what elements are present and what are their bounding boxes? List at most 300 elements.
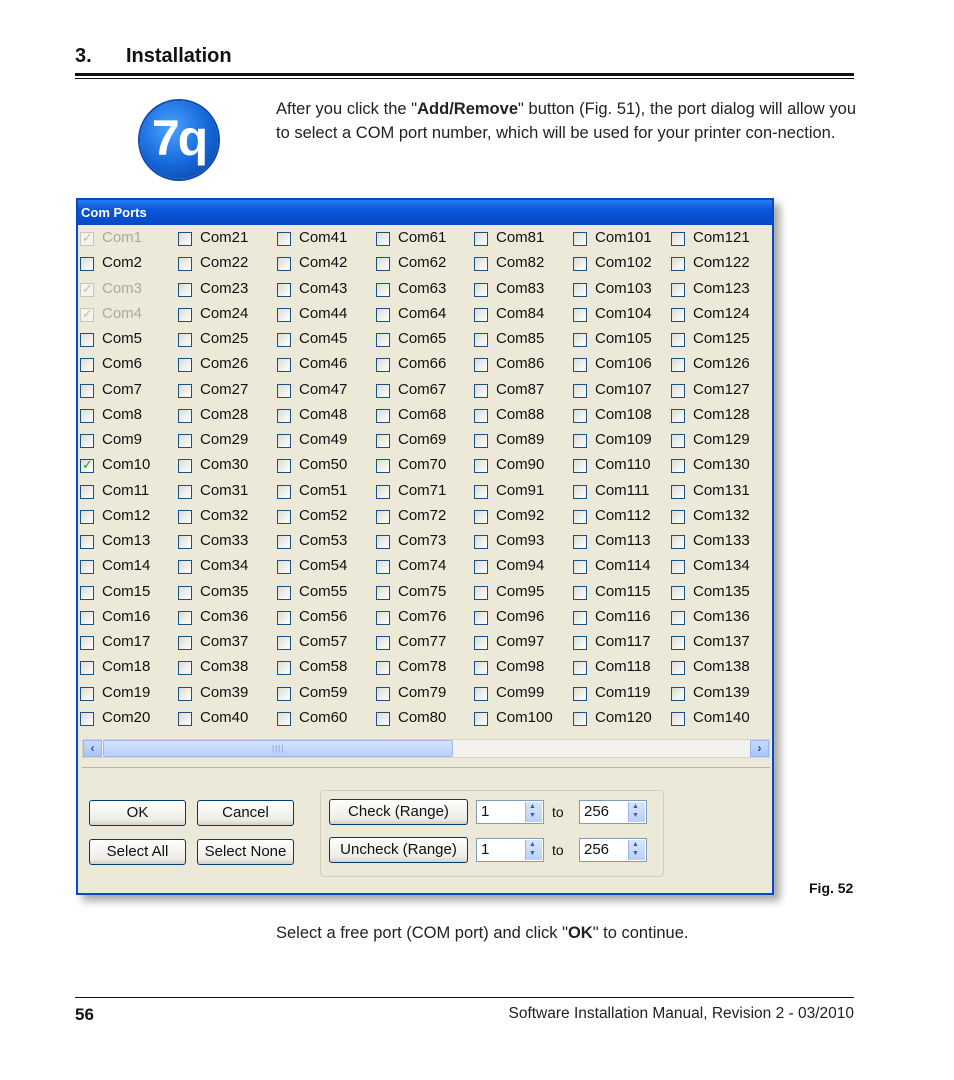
- port-label: Com123: [693, 280, 750, 297]
- checkbox-box[interactable]: [277, 308, 291, 322]
- check-to-label: to: [552, 804, 564, 820]
- checkbox-box[interactable]: [178, 611, 192, 625]
- checkbox-box[interactable]: [376, 434, 390, 448]
- checkbox-box[interactable]: [80, 409, 94, 423]
- check-range-button[interactable]: Check (Range): [329, 799, 468, 825]
- checkbox-box[interactable]: [671, 257, 685, 271]
- port-label: Com30: [200, 456, 249, 473]
- port-label: Com53: [299, 532, 348, 549]
- port-label: Com100: [496, 709, 553, 726]
- checkbox-box[interactable]: [178, 560, 192, 574]
- checkbox-box[interactable]: [178, 308, 192, 322]
- checkbox-box[interactable]: [376, 409, 390, 423]
- checkbox-box[interactable]: [80, 611, 94, 625]
- checkbox-box[interactable]: [474, 485, 488, 499]
- checkbox-box[interactable]: [671, 409, 685, 423]
- checkbox-box[interactable]: [178, 510, 192, 524]
- checkbox-box[interactable]: [80, 510, 94, 524]
- port-label: Com116: [595, 608, 651, 625]
- port-label: Com98: [496, 658, 545, 675]
- port-label: Com93: [496, 532, 545, 549]
- checkbox-box[interactable]: [277, 409, 291, 423]
- port-label: Com22: [200, 254, 249, 271]
- port-label: Com81: [496, 229, 545, 246]
- port-label: Com2: [102, 254, 143, 271]
- checkbox-box[interactable]: [80, 535, 94, 549]
- checkbox-box[interactable]: [474, 409, 488, 423]
- checkbox-box[interactable]: [80, 459, 94, 473]
- checkbox-box[interactable]: [474, 308, 488, 322]
- port-label: Com108: [595, 406, 652, 423]
- port-label: Com79: [398, 684, 447, 701]
- port-label: Com128: [693, 406, 750, 423]
- instruction-text-1: Select a free port (COM port) and click ": [276, 924, 568, 942]
- checkbox-box[interactable]: [178, 434, 192, 448]
- port-label: Com124: [693, 305, 750, 322]
- checkbox-box[interactable]: [671, 611, 685, 625]
- port-label: Com66: [398, 355, 447, 372]
- step-label: 7q: [151, 110, 207, 166]
- port-label: Com6: [102, 355, 143, 372]
- section-title: Installation: [126, 45, 232, 67]
- port-label: Com39: [200, 684, 249, 701]
- port-label: Com28: [200, 406, 249, 423]
- port-label: Com59: [299, 684, 348, 701]
- checkbox-box[interactable]: [474, 384, 488, 398]
- port-label: Com71: [398, 482, 447, 499]
- checkbox-box[interactable]: [474, 510, 488, 524]
- checkbox-box[interactable]: [474, 661, 488, 675]
- checkbox-box[interactable]: [80, 712, 94, 726]
- checkbox-box[interactable]: [178, 661, 192, 675]
- checkbox-box[interactable]: [376, 459, 390, 473]
- port-label: Com126: [693, 355, 750, 372]
- port-label: Com130: [693, 456, 750, 473]
- checkbox-box[interactable]: [474, 257, 488, 271]
- spinner-arrows-icon[interactable]: ▲ ▼: [628, 840, 645, 860]
- port-label: Com96: [496, 608, 545, 625]
- spinner-arrows-icon[interactable]: ▲ ▼: [525, 802, 542, 822]
- checkbox-box[interactable]: [671, 358, 685, 372]
- instruction-text: [276, 924, 688, 943]
- checkbox-box[interactable]: [376, 560, 390, 574]
- checkbox-box[interactable]: [573, 358, 587, 372]
- checkbox-box[interactable]: [178, 485, 192, 499]
- port-label: Com87: [496, 381, 545, 398]
- checkbox-box[interactable]: [573, 257, 587, 271]
- checkbox-box[interactable]: [671, 510, 685, 524]
- checkbox-box[interactable]: [671, 283, 685, 297]
- checkbox-box[interactable]: [376, 712, 390, 726]
- checkbox-box[interactable]: [80, 687, 94, 701]
- checkbox-box[interactable]: [376, 384, 390, 398]
- checkbox-box[interactable]: [80, 636, 94, 650]
- checkbox-box[interactable]: [80, 333, 94, 347]
- port-label: Com99: [496, 684, 545, 701]
- checkbox-box[interactable]: [376, 586, 390, 600]
- port-label: Com21: [200, 229, 249, 246]
- checkbox-box[interactable]: [573, 308, 587, 322]
- port-label: Com18: [102, 658, 151, 675]
- header-rule: [75, 73, 854, 76]
- figure-label: Fig. 52: [809, 880, 854, 896]
- port-label: Com25: [200, 330, 249, 347]
- com-ports-dialog: [76, 198, 774, 895]
- checkbox-box[interactable]: [573, 384, 587, 398]
- port-label: Com119: [595, 684, 651, 701]
- port-label: Com70: [398, 456, 447, 473]
- port-label: Com38: [200, 658, 249, 675]
- divider: [82, 767, 770, 768]
- checkbox-box[interactable]: [178, 358, 192, 372]
- port-label: Com42: [299, 254, 348, 271]
- checkbox-box[interactable]: [573, 485, 587, 499]
- checkbox-box: [80, 308, 94, 322]
- checkbox-box[interactable]: [671, 459, 685, 473]
- checkbox-box[interactable]: [573, 611, 587, 625]
- port-label: Com15: [102, 583, 151, 600]
- step-badge: [140, 101, 218, 179]
- checkbox-box[interactable]: [474, 586, 488, 600]
- scroll-thumb[interactable]: [103, 740, 453, 757]
- port-label: Com17: [102, 633, 151, 650]
- checkbox-box[interactable]: [277, 687, 291, 701]
- dialog-title: Com Ports: [81, 205, 147, 220]
- select-none-button[interactable]: Select None: [197, 839, 294, 865]
- checkbox-box[interactable]: [277, 712, 291, 726]
- port-label: Com48: [299, 406, 348, 423]
- port-label: Com68: [398, 406, 447, 423]
- checkbox-box[interactable]: [178, 283, 192, 297]
- checkbox-box[interactable]: [178, 384, 192, 398]
- checkbox-box[interactable]: [80, 560, 94, 574]
- port-label: Com67: [398, 381, 447, 398]
- checkbox-box[interactable]: [376, 283, 390, 297]
- checkbox-box[interactable]: [277, 485, 291, 499]
- port-label: Com114: [595, 557, 651, 574]
- port-label: Com83: [496, 280, 545, 297]
- port-label: Com82: [496, 254, 545, 271]
- checkbox-box[interactable]: [80, 485, 94, 499]
- port-label: Com24: [200, 305, 249, 322]
- instruction-text-2: " to continue.: [592, 924, 689, 942]
- checkbox-box[interactable]: [277, 232, 291, 246]
- port-label: Com33: [200, 532, 249, 549]
- checkbox-box[interactable]: [573, 586, 587, 600]
- checkbox-box[interactable]: [277, 459, 291, 473]
- checkbox-box[interactable]: [376, 535, 390, 549]
- checkbox-box[interactable]: [80, 434, 94, 448]
- checkbox-box[interactable]: [376, 636, 390, 650]
- checkbox-box[interactable]: [80, 384, 94, 398]
- uncheck-from-spinner[interactable]: [476, 838, 544, 862]
- scroll-left-icon[interactable]: ‹: [83, 740, 102, 757]
- checkbox-box[interactable]: [474, 535, 488, 549]
- port-label: Com86: [496, 355, 545, 372]
- port-label: Com64: [398, 305, 447, 322]
- checkbox-box[interactable]: [178, 586, 192, 600]
- port-label: Com127: [693, 381, 750, 398]
- port-grid: [80, 229, 760, 739]
- checkbox-box[interactable]: [277, 358, 291, 372]
- checkbox-box[interactable]: [474, 712, 488, 726]
- checkbox-box[interactable]: [376, 232, 390, 246]
- checkbox-box[interactable]: [671, 586, 685, 600]
- horizontal-scrollbar[interactable]: [82, 739, 770, 758]
- checkbox-box[interactable]: [573, 333, 587, 347]
- port-label: Com14: [102, 557, 151, 574]
- checkbox-box[interactable]: [178, 409, 192, 423]
- checkbox-box[interactable]: [573, 459, 587, 473]
- checkbox-box[interactable]: [671, 560, 685, 574]
- port-label: Com35: [200, 583, 249, 600]
- checkmark-icon: ✓: [82, 230, 93, 245]
- checkbox-box[interactable]: [178, 535, 192, 549]
- checkbox-box[interactable]: [277, 283, 291, 297]
- port-label: Com13: [102, 532, 151, 549]
- uncheck-to-spinner[interactable]: [579, 838, 647, 862]
- checkbox-box[interactable]: [573, 409, 587, 423]
- port-label: Com44: [299, 305, 348, 322]
- checkbox-box[interactable]: [277, 535, 291, 549]
- port-label: Com27: [200, 381, 249, 398]
- checkbox-box[interactable]: [80, 257, 94, 271]
- port-label: Com110: [595, 456, 651, 473]
- instruction-bold: OK: [567, 924, 593, 942]
- port-label: Com45: [299, 330, 348, 347]
- port-label: Com36: [200, 608, 249, 625]
- port-label: Com118: [595, 658, 651, 675]
- checkbox-box[interactable]: [671, 687, 685, 701]
- port-label: Com103: [595, 280, 652, 297]
- port-label: Com112: [595, 507, 651, 524]
- ok-button[interactable]: OK: [89, 800, 186, 826]
- port-label: Com26: [200, 355, 249, 372]
- checkbox-box[interactable]: [474, 358, 488, 372]
- port-label: Com8: [102, 406, 143, 423]
- checkbox-box[interactable]: [178, 333, 192, 347]
- checkbox-box[interactable]: [573, 535, 587, 549]
- port-label: Com65: [398, 330, 447, 347]
- checkbox-box[interactable]: [573, 687, 587, 701]
- port-label: Com50: [299, 456, 348, 473]
- port-label: Com122: [693, 254, 750, 271]
- checkbox-box[interactable]: [474, 283, 488, 297]
- port-label: Com1: [102, 229, 143, 246]
- checkbox-box[interactable]: [178, 459, 192, 473]
- checkbox-box[interactable]: [376, 661, 390, 675]
- port-label: Com140: [693, 709, 750, 726]
- checkbox-box[interactable]: [474, 459, 488, 473]
- port-label: Com32: [200, 507, 249, 524]
- port-label: Com120: [595, 709, 652, 726]
- port-label: Com75: [398, 583, 447, 600]
- checkbox-box[interactable]: [178, 232, 192, 246]
- checkbox-box[interactable]: [671, 308, 685, 322]
- checkbox-box[interactable]: [671, 712, 685, 726]
- checkbox-box[interactable]: [277, 434, 291, 448]
- port-label: Com95: [496, 583, 545, 600]
- check-to-value: 256: [584, 803, 610, 820]
- checkbox-box[interactable]: [277, 560, 291, 574]
- port-label: Com131: [693, 482, 750, 499]
- port-label: Com40: [200, 709, 249, 726]
- checkbox-box[interactable]: [376, 687, 390, 701]
- checkbox-box[interactable]: [80, 586, 94, 600]
- select-all-button[interactable]: Select All: [89, 839, 186, 865]
- port-label: Com125: [693, 330, 750, 347]
- port-label: Com61: [398, 229, 447, 246]
- uncheck-from-value: 1: [481, 841, 490, 858]
- port-label: Com105: [595, 330, 652, 347]
- checkbox-box[interactable]: [671, 232, 685, 246]
- port-label: Com46: [299, 355, 348, 372]
- checkbox-box[interactable]: [474, 434, 488, 448]
- port-label: Com52: [299, 507, 348, 524]
- checkbox-box[interactable]: [573, 712, 587, 726]
- port-label: Com133: [693, 532, 750, 549]
- checkbox-box[interactable]: [573, 510, 587, 524]
- port-label: Com69: [398, 431, 447, 448]
- checkbox-box[interactable]: [376, 358, 390, 372]
- port-label: Com49: [299, 431, 348, 448]
- checkbox-box: [80, 232, 94, 246]
- cancel-button[interactable]: Cancel: [197, 800, 294, 826]
- checkbox-box[interactable]: [178, 636, 192, 650]
- port-label: Com54: [299, 557, 348, 574]
- checkbox-box[interactable]: [474, 636, 488, 650]
- port-label: Com20: [102, 709, 151, 726]
- port-label: Com37: [200, 633, 249, 650]
- checkbox-box[interactable]: [573, 661, 587, 675]
- port-label: Com92: [496, 507, 545, 524]
- checkbox-box[interactable]: [80, 358, 94, 372]
- checkbox-box[interactable]: [573, 434, 587, 448]
- port-label: Com4: [102, 305, 143, 322]
- port-label: Com139: [693, 684, 750, 701]
- port-label: Com102: [595, 254, 652, 271]
- checkmark-icon: ✓: [82, 457, 93, 472]
- port-label: Com129: [693, 431, 750, 448]
- port-label: Com88: [496, 406, 545, 423]
- port-label: Com72: [398, 507, 447, 524]
- checkbox-box[interactable]: [573, 283, 587, 297]
- checkbox-box[interactable]: [474, 333, 488, 347]
- port-label: Com121: [693, 229, 750, 246]
- port-label: Com31: [200, 482, 249, 499]
- port-label: Com137: [693, 633, 750, 650]
- port-label: Com104: [595, 305, 652, 322]
- check-from-spinner[interactable]: [476, 800, 544, 824]
- checkbox-box[interactable]: [277, 257, 291, 271]
- checkbox-box[interactable]: [178, 712, 192, 726]
- checkbox-box[interactable]: [573, 232, 587, 246]
- port-label: Com9: [102, 431, 143, 448]
- checkbox-box[interactable]: [671, 384, 685, 398]
- scroll-right-icon[interactable]: ›: [750, 740, 769, 757]
- port-label: Com41: [299, 229, 348, 246]
- port-label: Com90: [496, 456, 545, 473]
- checkbox-box[interactable]: [80, 661, 94, 675]
- port-label: Com117: [595, 633, 651, 650]
- port-label: Com5: [102, 330, 143, 347]
- checkbox-box[interactable]: [277, 661, 291, 675]
- checkbox-box[interactable]: [671, 333, 685, 347]
- port-label: Com34: [200, 557, 249, 574]
- checkbox-box[interactable]: [277, 333, 291, 347]
- checkmark-icon: ✓: [82, 281, 93, 296]
- port-label: Com85: [496, 330, 545, 347]
- port-label: Com134: [693, 557, 750, 574]
- uncheck-range-button[interactable]: Uncheck (Range): [329, 837, 468, 863]
- port-label: Com77: [398, 633, 447, 650]
- port-label: Com57: [299, 633, 348, 650]
- checkbox-box[interactable]: [277, 636, 291, 650]
- port-label: Com58: [299, 658, 348, 675]
- spinner-arrows-icon[interactable]: ▲ ▼: [525, 840, 542, 860]
- intro-text-2: " button (Fig. 51), the port dialog will allow you to select a COM port number, which will be used for your printer con-nection.: [276, 100, 856, 142]
- checkbox-box[interactable]: [671, 661, 685, 675]
- checkbox-box[interactable]: [376, 485, 390, 499]
- checkbox-box[interactable]: [671, 434, 685, 448]
- checkbox-box[interactable]: [277, 384, 291, 398]
- checkbox-box[interactable]: [474, 232, 488, 246]
- checkbox-box[interactable]: [376, 257, 390, 271]
- checkbox-box[interactable]: [671, 535, 685, 549]
- checkbox-box[interactable]: [277, 611, 291, 625]
- checkbox-box[interactable]: [277, 586, 291, 600]
- checkbox-box[interactable]: [178, 687, 192, 701]
- checkbox-box[interactable]: [573, 636, 587, 650]
- port-label: Com19: [102, 684, 151, 701]
- port-label: Com101: [595, 229, 652, 246]
- spinner-arrows-icon[interactable]: ▲ ▼: [628, 802, 645, 822]
- port-label: Com55: [299, 583, 348, 600]
- checkbox-box[interactable]: [277, 510, 291, 524]
- port-label: Com60: [299, 709, 348, 726]
- footer-rule: [75, 997, 854, 998]
- header-rule-thin: [75, 78, 854, 79]
- checkbox-box[interactable]: [474, 687, 488, 701]
- port-label: Com136: [693, 608, 750, 625]
- dialog-titlebar: [78, 200, 772, 225]
- checkbox-box[interactable]: [178, 257, 192, 271]
- checkbox-box[interactable]: [671, 636, 685, 650]
- checkbox-box[interactable]: [474, 560, 488, 574]
- port-label: Com11: [102, 482, 150, 499]
- port-label: Com135: [693, 583, 750, 600]
- port-label: Com29: [200, 431, 249, 448]
- check-to-spinner[interactable]: [579, 800, 647, 824]
- port-label: Com23: [200, 280, 249, 297]
- port-label: Com132: [693, 507, 750, 524]
- checkbox-box[interactable]: [474, 611, 488, 625]
- checkbox-box[interactable]: [376, 308, 390, 322]
- port-label: Com7: [102, 381, 143, 398]
- check-from-value: 1: [481, 803, 490, 820]
- port-label: Com80: [398, 709, 447, 726]
- checkbox-box[interactable]: [376, 611, 390, 625]
- checkbox-box[interactable]: [376, 333, 390, 347]
- checkbox-box[interactable]: [573, 560, 587, 574]
- uncheck-to-label: to: [552, 842, 564, 858]
- port-label: Com62: [398, 254, 447, 271]
- checkbox-box[interactable]: [671, 485, 685, 499]
- port-label: Com16: [102, 608, 151, 625]
- port-label: Com56: [299, 608, 348, 625]
- port-label: Com12: [102, 507, 151, 524]
- checkbox-box[interactable]: [376, 510, 390, 524]
